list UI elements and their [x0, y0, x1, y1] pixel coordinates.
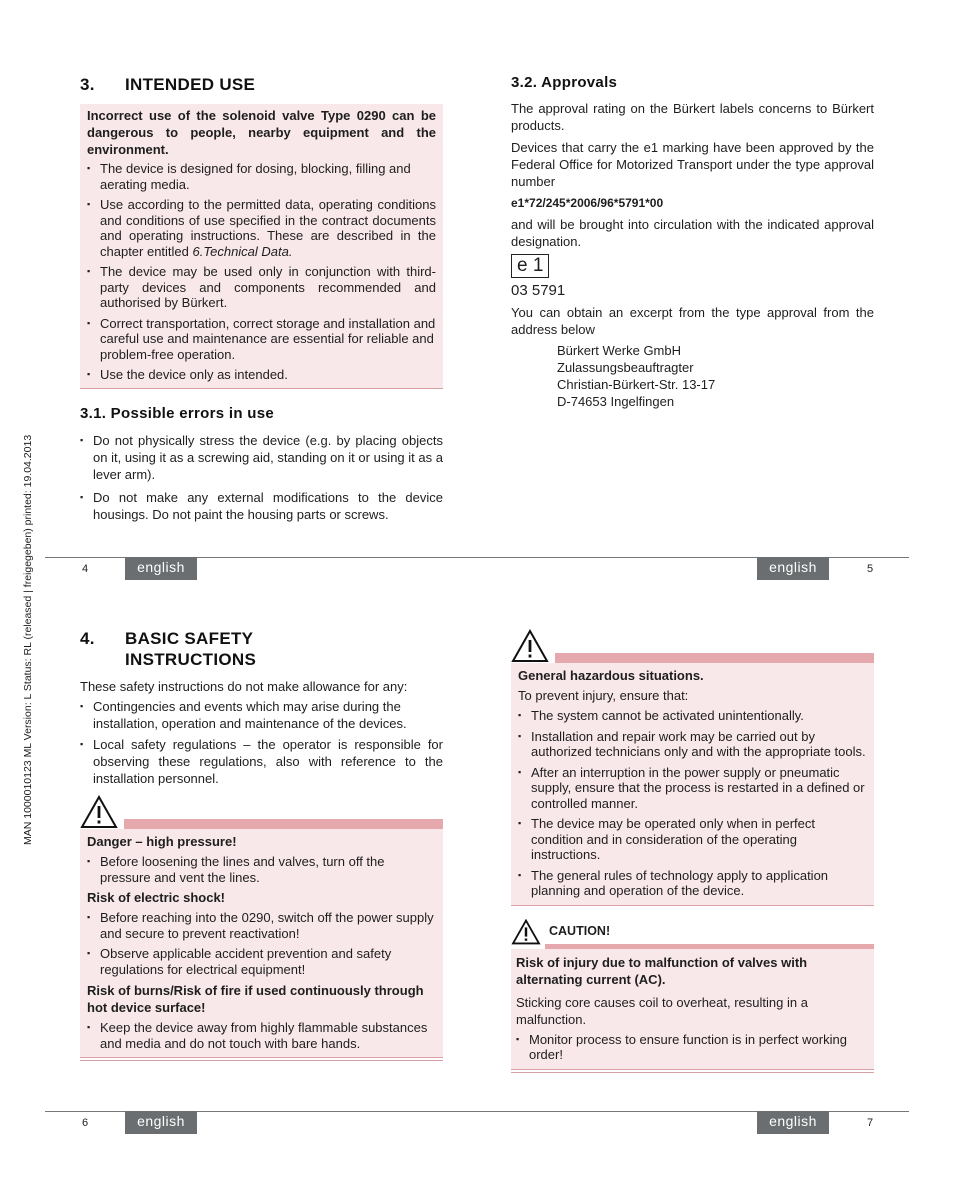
caution-header	[511, 919, 874, 949]
list-item: ▪ Correct transportation, correct storage and installation and careful use and maintenance are essential for reliable and problem-free operation.	[87, 316, 436, 363]
approvals-text-1: The approval rating on the Bürkert labels concerns to Bürkert products.	[511, 101, 874, 133]
document-status-text: MAN 1000010123 ML Version: L Status: RL (released | freigegeben) printed: 19.04.2013	[22, 434, 34, 845]
approval-mark-code: 03 5791	[511, 282, 566, 299]
danger-burns: Risk of burns/Risk of fire if used continuously through hot device surface!	[87, 983, 424, 1015]
intended-use-list	[87, 161, 436, 383]
general-hazards-header	[511, 629, 874, 663]
possible-errors-list	[80, 432, 443, 523]
general-hazards-box	[511, 663, 874, 906]
section-general-hazards	[511, 629, 874, 1073]
intended-use-warning: Incorrect use of the solenoid valve Type 0290 can be dangerous to people, nearby equipment and the environment.	[87, 108, 436, 157]
e1-approval-mark: e 1	[511, 254, 549, 278]
general-hazards-title: General hazardous situations.	[518, 668, 704, 683]
page-number: 6	[82, 1117, 89, 1129]
danger-high-pressure: Danger – high pressure!	[87, 834, 237, 849]
page-number: 4	[82, 563, 89, 575]
language-tab: english	[125, 1111, 197, 1134]
list-item: ▪ The device may be used only in conjunction with third-party devices and components recommended and authorised by Bürkert.	[87, 264, 436, 311]
language-tab: english	[757, 557, 829, 580]
list-item: ▪ After an interruption in the power supply or pneumatic supply, ensure that the process is restarted in a defined or controlled manner.	[518, 765, 867, 812]
section-3-2-heading: 3.2. Approvals	[511, 74, 618, 91]
section-4-heading: 4. BASIC SAFETY INSTRUCTIONS	[80, 629, 257, 669]
list-item: ▪ Local safety regulations – the operator is responsible for observing these regulations, also with reference to the installation personnel.	[80, 736, 443, 787]
safety-list	[80, 698, 443, 787]
list-item: ▪ Do not make any external modifications to the device housings. Do not paint the housing parts or screws.	[80, 489, 443, 523]
list-item: ▪ The device may be operated only when in perfect condition and in consideration of the operating instructions.	[518, 816, 867, 863]
caution-box	[511, 949, 874, 1070]
list-item: ▪ Use the device only as intended.	[87, 367, 436, 383]
danger-box	[80, 829, 443, 1058]
language-tab: english	[757, 1111, 829, 1134]
address-line: D-74653 Ingelfingen	[557, 394, 675, 409]
list-item: ▪ Before reaching into the 0290, switch off the power supply and secure to prevent reactivation!	[87, 910, 436, 941]
list-item: ▪ The general rules of technology apply to application planning and operation of the device.	[518, 868, 867, 899]
caution-label: CAUTION!	[549, 923, 611, 938]
address-line: Zulassungsbeauftragter	[557, 360, 694, 375]
list-item: ▪ Before loosening the lines and valves, turn off the pressure and vent the lines.	[87, 854, 436, 885]
address-line: Bürkert Werke GmbH	[557, 343, 682, 358]
list-item: ▪ Do not physically stress the device (e.g. by placing objects on it, using it as a screwing aid, standing on it or using it as a lever arm).	[80, 432, 443, 483]
list-item: ▪ Installation and repair work may be carried out by authorized technicians only and with the appropriate tools.	[518, 729, 867, 760]
section-intended-use	[80, 74, 443, 528]
list-item: ▪ Contingencies and events which may arise during the installation, operation and maintenance of the devices.	[80, 698, 443, 732]
section-basic-safety	[80, 628, 443, 1061]
section-approvals	[511, 74, 874, 410]
intended-use-box	[80, 104, 443, 389]
address-line: Christian-Bürkert-Str. 13-17	[557, 377, 716, 392]
list-item: ▪ Use according to the permitted data, operating conditions and conditions of use specified in the contract documents and operating instructions. These are described in the chapter entitled 6.Technical Data.	[87, 197, 436, 259]
danger-header	[80, 795, 443, 829]
page-number: 7	[867, 1117, 874, 1129]
address-block	[511, 342, 874, 410]
section-3-1-heading: 3.1. Possible errors in use	[80, 404, 275, 422]
caution-title: Risk of injury due to malfunction of valves with alternating current (AC).	[516, 954, 808, 987]
safety-intro: These safety instructions do not make allowance for any:	[80, 679, 408, 694]
approvals-text-3: and will be brought into circulation with the indicated approval designation.	[511, 217, 874, 249]
approval-number: e1*72/245*2006/96*5791*00	[511, 196, 664, 210]
warning-triangle-icon	[511, 629, 549, 663]
warning-triangle-icon	[80, 795, 118, 829]
section-3-heading: 3. INTENDED USE	[80, 75, 256, 94]
language-tab: english	[125, 557, 197, 580]
caution-text: Sticking core causes coil to overheat, resulting in a malfunction.	[516, 994, 808, 1027]
list-item: ▪ The system cannot be activated unintentionally.	[518, 708, 867, 724]
list-item: ▪ The device is designed for dosing, blocking, filling and aerating media.	[87, 161, 436, 192]
list-item: ▪ Monitor process to ensure function is in perfect working order!	[516, 1032, 867, 1063]
general-hazards-list	[518, 708, 867, 899]
warning-triangle-icon	[511, 919, 541, 945]
list-item: ▪ Observe applicable accident prevention and safety regulations for electrical equipment!	[87, 946, 436, 977]
general-hazards-intro: To prevent injury, ensure that:	[518, 688, 689, 703]
page-number: 5	[867, 563, 874, 575]
list-item: ▪ Keep the device away from highly flammable substances and media and do not touch with bare hands.	[87, 1020, 436, 1051]
approvals-text-4: You can obtain an excerpt from the type approval from the address below	[511, 305, 874, 337]
approvals-text-2: Devices that carry the e1 marking have been approved by the Federal Office for Motorized Transport under the type approval number	[511, 140, 874, 189]
danger-electric-shock: Risk of electric shock!	[87, 890, 225, 905]
